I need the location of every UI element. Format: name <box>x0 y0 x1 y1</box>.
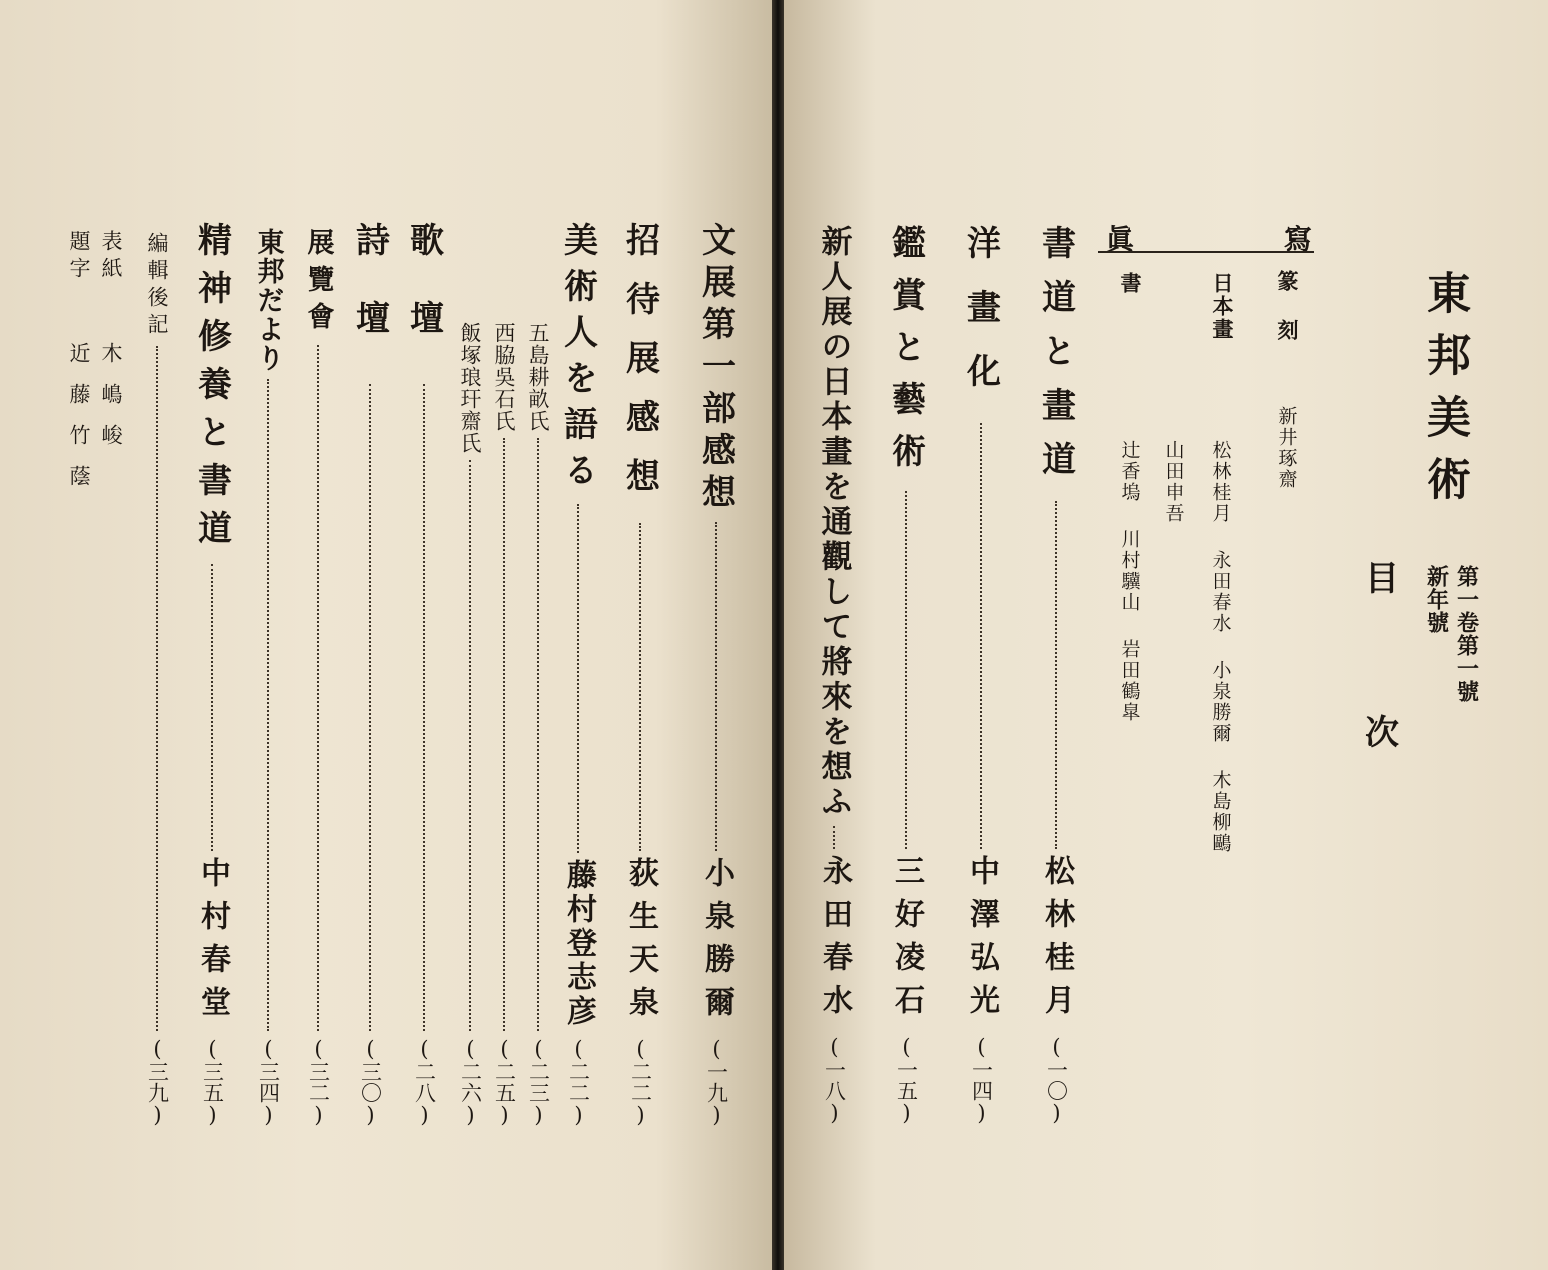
entry-title: 飯塚琅玕齋氏 <box>458 322 482 454</box>
artist-name: 岩田鶴皐 <box>1118 639 1141 723</box>
entry-title: 歌壇 <box>403 222 444 378</box>
leader-dots <box>715 522 717 851</box>
entry-title: 招待展感想 <box>619 222 660 517</box>
entry-title: 洋畫化 <box>960 225 1001 417</box>
entry-author: 中村春堂 <box>195 857 230 1029</box>
entry-title: 編輯後記 <box>145 232 169 340</box>
toc-entry[interactable] <box>884 225 928 1125</box>
leader-dots <box>1055 501 1057 849</box>
credit-name: 近藤竹蔭 <box>67 342 91 506</box>
entry-page: (三〇) <box>358 1037 383 1127</box>
photo-category-calligraphy <box>1114 272 1146 295</box>
entry-author: 三好凌石 <box>889 855 924 1027</box>
artist-name: 木島柳鷗 <box>1209 770 1232 854</box>
entry-author: 中澤弘光 <box>964 855 999 1027</box>
leader-dots <box>469 460 471 1031</box>
nihonga-artists-col-a <box>1209 440 1233 854</box>
toc-entry[interactable] <box>812 225 856 1125</box>
artist-name: 小泉勝爾 <box>1209 660 1232 744</box>
entry-author: 永田春水 <box>817 855 852 1027</box>
toc-subentry[interactable] <box>142 232 172 1127</box>
entry-title: 書道と畫道 <box>1035 225 1076 495</box>
entry-page: (二六) <box>458 1037 483 1127</box>
toc-entry[interactable] <box>248 228 288 1127</box>
toc-entry[interactable] <box>618 222 662 1127</box>
calligraphy-artists-col <box>1118 440 1142 723</box>
entry-title: 文展第一部感想 <box>695 222 736 516</box>
toc-heading-column <box>1359 560 1399 868</box>
artist-name: 辻香塢 <box>1118 440 1141 503</box>
nihonga-artists-col-b <box>1162 440 1186 524</box>
photo-category-seal <box>1272 270 1302 490</box>
category-label-calligraphy: 書 <box>1118 272 1143 295</box>
credit-role: 題字 <box>67 230 91 284</box>
leader-dots <box>905 491 907 849</box>
credit-name: 木嶋峻 <box>99 342 123 465</box>
entry-title: 精神修養と書道 <box>191 222 232 558</box>
photo-section-rule <box>1098 251 1314 253</box>
toc-subentry[interactable] <box>524 322 552 1127</box>
entry-author: 藤村登志彦 <box>561 859 596 1029</box>
magazine-title: 東邦美術 <box>1419 270 1470 518</box>
photo-heading-top: 寫 <box>1283 223 1312 256</box>
category-label-seal: 篆刻 <box>1275 270 1300 368</box>
leader-dots <box>211 564 213 851</box>
artist-name: 松林桂月 <box>1209 440 1232 524</box>
artist-name: 新井琢齋 <box>1275 406 1298 490</box>
toc-heading: 目次 <box>1358 560 1399 868</box>
credit-role: 表紙 <box>99 230 123 284</box>
leader-dots <box>833 826 835 849</box>
toc-entry[interactable] <box>959 225 1003 1125</box>
photo-section-heading <box>1102 218 1316 256</box>
artist-name: 永田春水 <box>1209 550 1232 634</box>
entry-page: (一〇) <box>1044 1035 1069 1125</box>
leader-dots <box>423 384 425 1031</box>
photo-heading-bottom: 眞 <box>1106 223 1135 256</box>
entry-author: 小泉勝爾 <box>699 857 734 1029</box>
magazine-title-column <box>1414 270 1474 518</box>
entry-page: (三五) <box>200 1037 225 1127</box>
leader-dots <box>577 504 579 853</box>
entry-page: (一五) <box>894 1035 919 1125</box>
leader-dots <box>503 438 505 1031</box>
photo-category-nihonga <box>1206 272 1238 341</box>
entry-title: 東邦だより <box>252 228 284 373</box>
entry-title: 新人展の日本畫を通觀して將來を想ふ <box>815 225 852 820</box>
entry-page: (一四) <box>969 1035 994 1125</box>
entry-page: (三二) <box>306 1037 331 1127</box>
entry-title: 五島耕畝氏 <box>526 322 550 432</box>
volume-info-column-2 <box>1422 565 1452 634</box>
artist-name: 山田申吾 <box>1162 440 1185 524</box>
leader-dots <box>267 379 269 1031</box>
toc-entry[interactable] <box>190 222 234 1127</box>
entry-title: 展覽會 <box>302 228 334 339</box>
toc-entry[interactable] <box>348 222 392 1127</box>
toc-entry[interactable] <box>402 222 446 1127</box>
entry-page: (三九) <box>145 1037 170 1127</box>
toc-entry[interactable] <box>1034 225 1078 1125</box>
entry-title: 鑑賞と藝術 <box>885 225 926 485</box>
entry-page: (二三) <box>526 1037 551 1127</box>
leader-dots <box>156 346 158 1031</box>
right-page <box>784 0 1548 1270</box>
entry-page: (二二) <box>566 1037 591 1127</box>
toc-entry[interactable] <box>694 222 738 1127</box>
toc-entry[interactable] <box>556 222 600 1127</box>
entry-author: 松林桂月 <box>1039 855 1074 1027</box>
leader-dots <box>369 384 371 1031</box>
entry-page: (二二) <box>628 1037 653 1127</box>
artist-name: 川村驥山 <box>1118 529 1141 613</box>
entry-author: 荻生天泉 <box>623 857 658 1029</box>
volume-number: 第一卷第一號 <box>1453 565 1480 703</box>
toc-subentry[interactable] <box>490 322 518 1127</box>
entry-title: 詩壇 <box>349 222 390 378</box>
entry-title: 美術人を語る <box>557 222 598 498</box>
entry-page: (一九) <box>704 1037 729 1127</box>
leader-dots <box>639 523 641 851</box>
left-page <box>0 0 772 1270</box>
entry-page: (一八) <box>822 1035 847 1125</box>
leader-dots <box>980 423 982 849</box>
leader-dots <box>537 438 539 1031</box>
entry-page: (二八) <box>412 1037 437 1127</box>
issue-label: 新年號 <box>1423 565 1450 634</box>
leader-dots <box>317 345 319 1031</box>
volume-info-column-1 <box>1449 565 1485 703</box>
toc-entry[interactable] <box>298 228 338 1127</box>
book-gutter <box>772 0 784 1270</box>
entry-page: (三四) <box>256 1037 281 1127</box>
entry-title: 西脇吳石氏 <box>492 322 516 432</box>
category-label-nihonga: 日本畫 <box>1210 272 1235 341</box>
toc-subentry[interactable] <box>456 322 484 1127</box>
entry-page: (二五) <box>492 1037 517 1127</box>
